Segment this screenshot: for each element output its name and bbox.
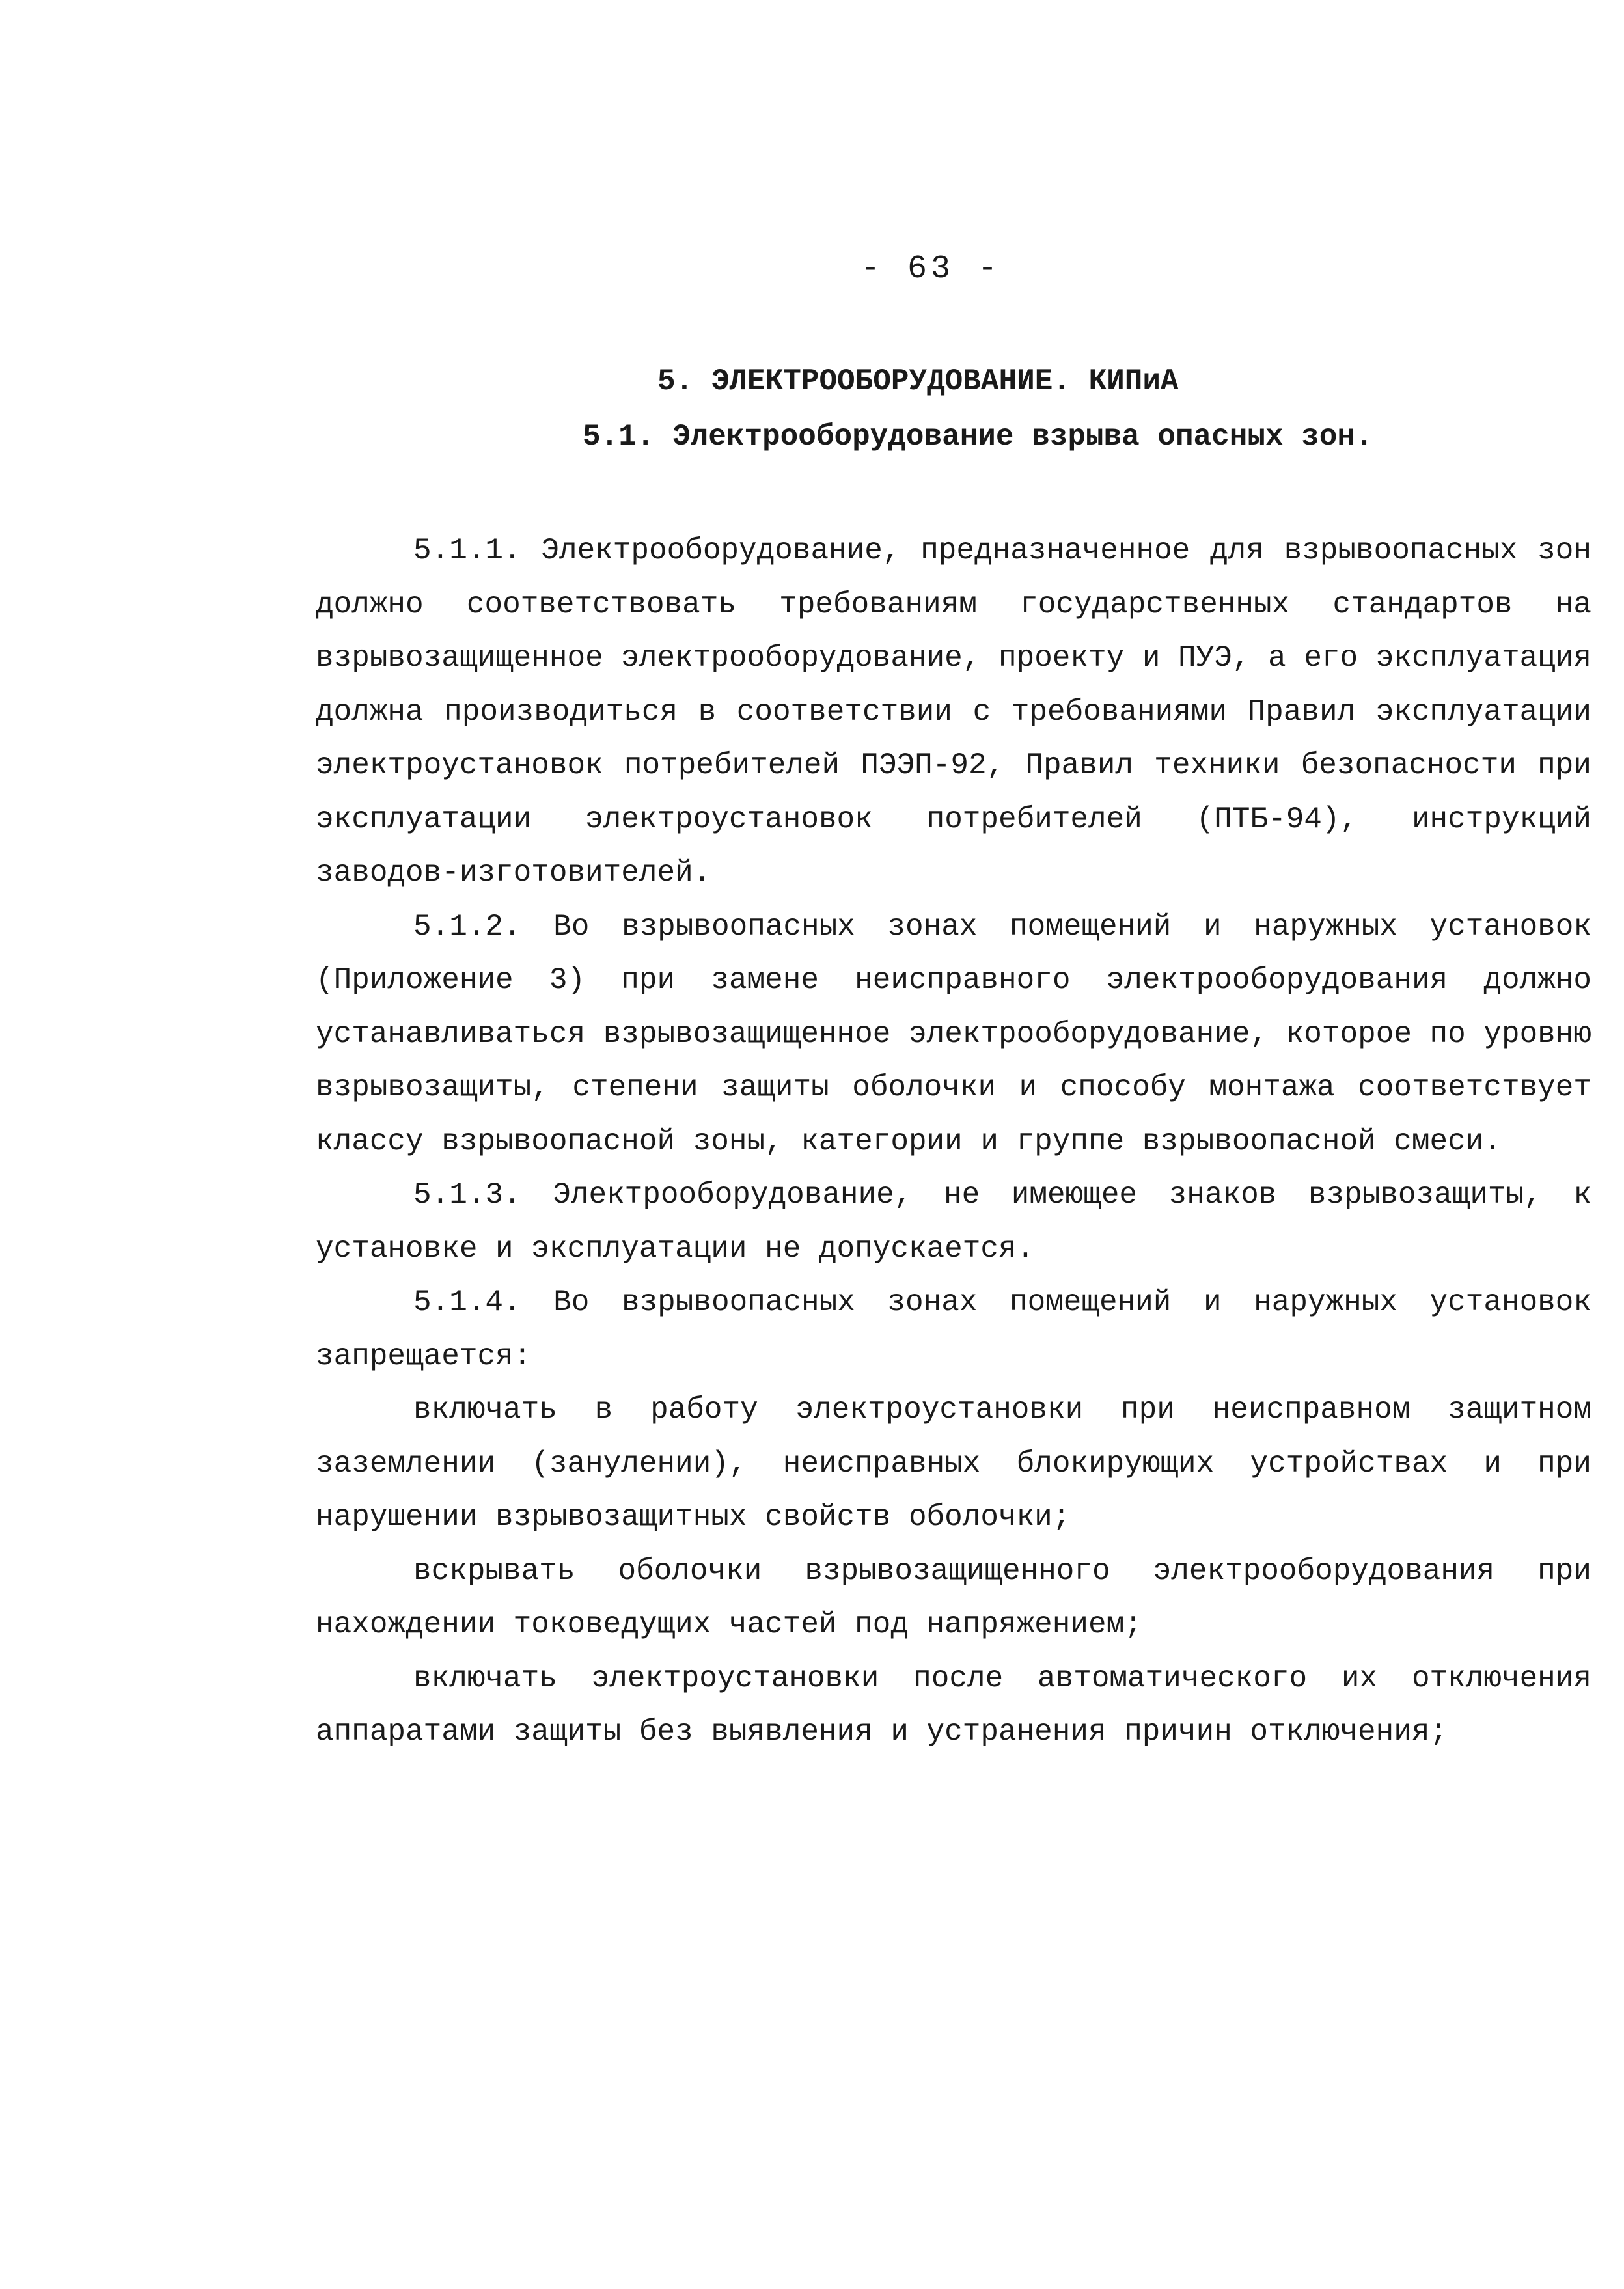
prohibition-item-1: включать в работу электроустановки при неисправном защитном заземлении (занулении), неисправных блокирующих устройствах и при нарушении взрывозащитных свойств оболочки; [316, 1393, 1591, 1534]
page-number: - 63 - [860, 251, 1002, 288]
prohibition-item-2: вскрывать оболочки взрывозащищенного электрооборудования при нахождении токоведущих частей под напряжением; [316, 1554, 1591, 1641]
subsection-heading: 5.1. Электрооборудование взрыва опасных зон. [583, 420, 1373, 454]
paragraph-5-1-2: 5.1.2. Во взрывоопасных зонах помещений и наружных установок (Приложение 3) при замене неисправного электрооборудования должно устанавливаться взрывозащищенное электрооборудование, которое по уровню взрывозащиты, степени защиты оболочки и способу монтажа соответствует классу взрывоопасной зоны, категории и группе взрывоопасной смеси. [316, 909, 1591, 1158]
prohibition-item-3: включать электроустановки после автоматического их отключения аппаратами защиты без выявления и устранения причин отключения; [316, 1661, 1591, 1749]
paragraph-5-1-4: 5.1.4. Во взрывоопасных зонах помещений и наружных установок запрещается: [316, 1285, 1591, 1373]
document-body [316, 524, 1591, 1759]
paragraph-5-1-3: 5.1.3. Электрооборудование, не имеющее знаков взрывозащиты, к установке и эксплуатации не допускается. [316, 1178, 1591, 1266]
section-heading: 5. ЭЛЕКТРООБОРУДОВАНИЕ. КИПиА [657, 364, 1179, 398]
paragraph-5-1-1: 5.1.1. Электрооборудование, предназначенное для взрывоопасных зон должно соответствовать требованиям государственных стандартов на взрывозащищенное электрооборудование, проекту и ПУЭ, а его эксплуатация должна производиться в соответствии с требованиями Правил эксплуатации электроустановок потребителей ПЭЭП-92, Правил техники безопасности при эксплуатации электроустановок потребителей (ПТБ-94), инструкций заводов-изготовителей. [316, 534, 1591, 890]
